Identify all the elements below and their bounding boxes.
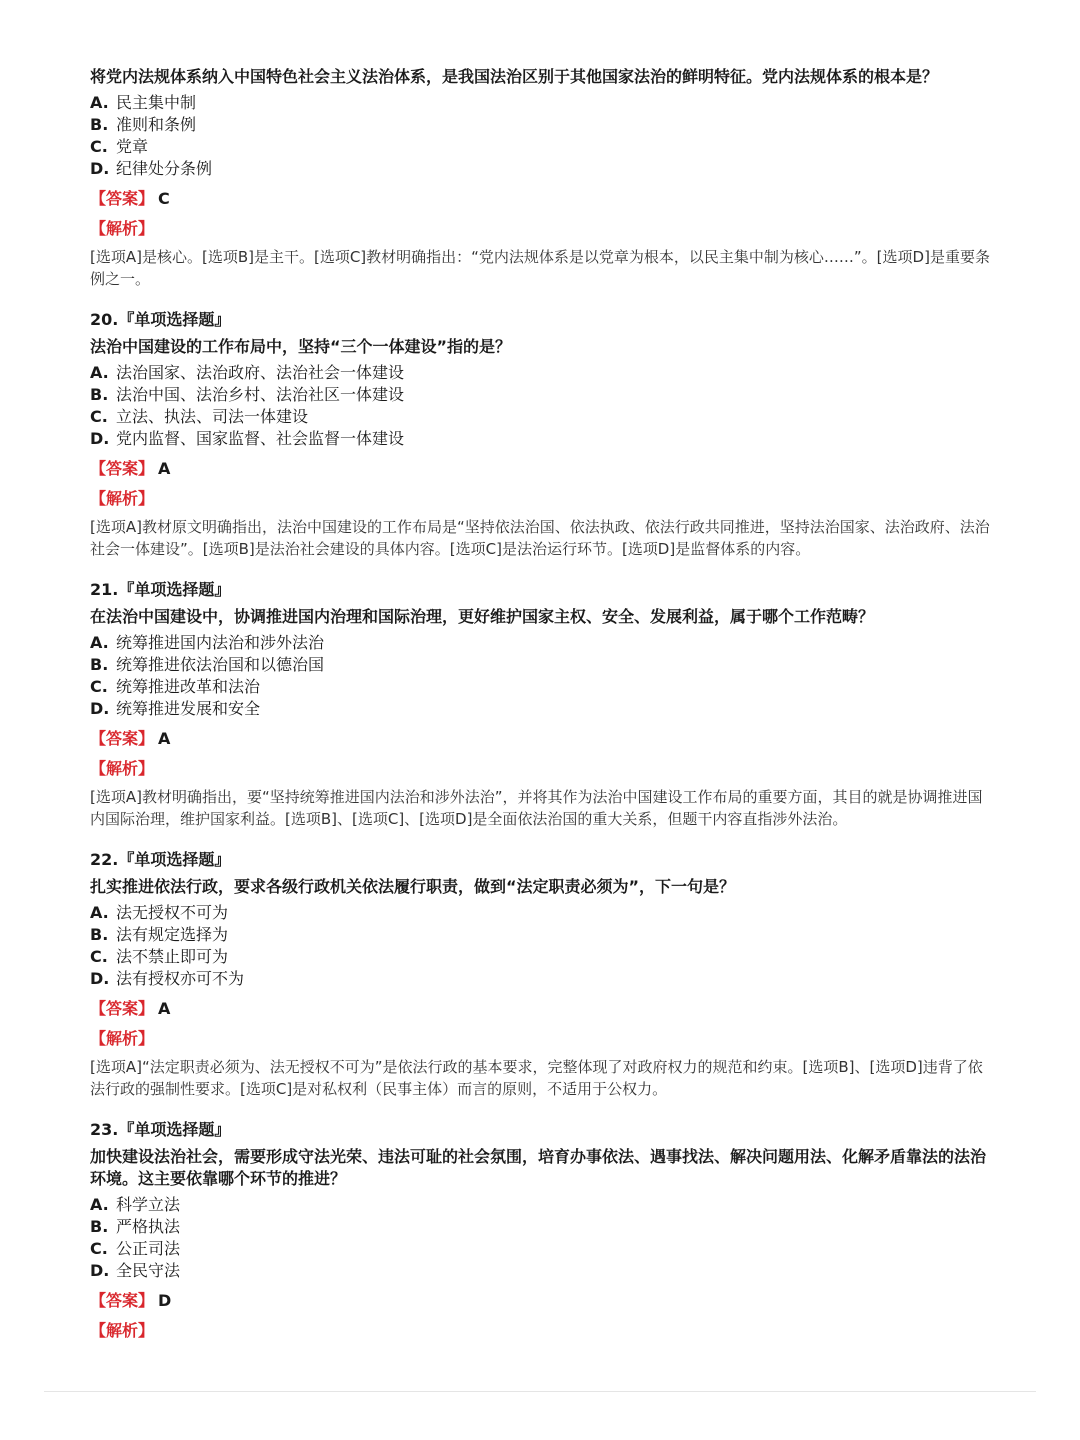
question-header: 20.『单项选择题』 bbox=[90, 310, 231, 329]
option-text: 法治国家、法治政府、法治社会一体建设 bbox=[116, 363, 405, 382]
option-list bbox=[90, 362, 990, 450]
answer-value: A bbox=[158, 459, 171, 478]
option-letter: C. bbox=[90, 677, 108, 696]
option-text: 法有授权亦可不为 bbox=[116, 969, 245, 988]
option-b bbox=[90, 924, 990, 946]
option-d bbox=[90, 428, 990, 450]
option-b bbox=[90, 1216, 990, 1238]
option-a bbox=[90, 902, 990, 924]
analysis-text: [选项A]教材明确指出，要“坚持统筹推进国内法治和涉外法治”，并将其作为法治中国建设工作布局的重要方面，其目的就是协调推进国内国际治理，维护国家利益。[选项B]、[选项C]、[选项D]是全面依法治国的重大关系，但题干内容直指涉外法治。 bbox=[90, 788, 983, 828]
option-d bbox=[90, 698, 990, 720]
question-19 bbox=[90, 66, 990, 290]
question-23 bbox=[90, 1120, 990, 1342]
answer-label: 【答案】 bbox=[90, 729, 155, 748]
page-bottom-divider bbox=[44, 1391, 1036, 1392]
option-letter: C. bbox=[90, 407, 108, 426]
option-text: 统筹推进发展和安全 bbox=[116, 699, 261, 718]
option-letter: B. bbox=[90, 925, 109, 944]
answer-row bbox=[90, 998, 990, 1020]
question-stem: 扎实推进依法行政，要求各级行政机关依法履行职责，做到“法定职责必须为”，下一句是？ bbox=[90, 877, 736, 896]
option-text: 法不禁止即可为 bbox=[116, 947, 229, 966]
option-letter: A. bbox=[90, 1195, 109, 1214]
answer-value: A bbox=[158, 999, 171, 1018]
option-letter: A. bbox=[90, 363, 109, 382]
option-letter: C. bbox=[90, 137, 108, 156]
option-text: 纪律处分条例 bbox=[116, 159, 213, 178]
option-list bbox=[90, 902, 990, 990]
option-text: 统筹推进改革和法治 bbox=[116, 677, 261, 696]
option-d bbox=[90, 968, 990, 990]
option-letter: D. bbox=[90, 969, 110, 988]
question-stem: 在法治中国建设中，协调推进国内治理和国际治理，更好维护国家主权、安全、发展利益，属于哪个工作范畴？ bbox=[90, 607, 875, 626]
option-c bbox=[90, 1238, 990, 1260]
option-d bbox=[90, 1260, 990, 1282]
answer-row bbox=[90, 458, 990, 480]
option-list bbox=[90, 92, 990, 180]
option-letter: D. bbox=[90, 429, 110, 448]
option-c bbox=[90, 676, 990, 698]
answer-row bbox=[90, 188, 990, 210]
question-21 bbox=[90, 580, 990, 830]
option-letter: D. bbox=[90, 159, 110, 178]
option-letter: B. bbox=[90, 115, 109, 134]
option-text: 全民守法 bbox=[116, 1261, 181, 1280]
option-letter: A. bbox=[90, 93, 109, 112]
option-text: 党章 bbox=[116, 137, 149, 156]
option-text: 法无授权不可为 bbox=[116, 903, 229, 922]
option-a bbox=[90, 1194, 990, 1216]
analysis-text: [选项A]教材原文明确指出，法治中国建设的工作布局是“坚持依法治国、依法执政、依法行政共同推进，坚持法治国家、法治政府、法治社会一体建设”。[选项B]是法治社会建设的具体内容。[选项C]是法治运行环节。[选项D]是监督体系的内容。 bbox=[90, 518, 990, 558]
answer-value: D bbox=[158, 1291, 172, 1310]
option-text: 党内监督、国家监督、社会监督一体建设 bbox=[116, 429, 405, 448]
option-text: 立法、执法、司法一体建设 bbox=[116, 407, 309, 426]
option-d bbox=[90, 158, 990, 180]
analysis-label: 【解析】 bbox=[90, 1029, 155, 1048]
option-letter: C. bbox=[90, 1239, 108, 1258]
option-text: 统筹推进国内法治和涉外法治 bbox=[116, 633, 325, 652]
option-text: 统筹推进依法治国和以德治国 bbox=[116, 655, 325, 674]
question-header: 21.『单项选择题』 bbox=[90, 580, 231, 599]
option-list bbox=[90, 1194, 990, 1282]
answer-label: 【答案】 bbox=[90, 1291, 155, 1310]
question-stem: 将党内法规体系纳入中国特色社会主义法治体系，是我国法治区别于其他国家法治的鲜明特征。党内法规体系的根本是？ bbox=[90, 67, 939, 86]
option-text: 民主集中制 bbox=[116, 93, 197, 112]
option-a bbox=[90, 362, 990, 384]
option-a bbox=[90, 92, 990, 114]
analysis-label: 【解析】 bbox=[90, 219, 155, 238]
answer-row bbox=[90, 728, 990, 750]
option-text: 科学立法 bbox=[116, 1195, 181, 1214]
question-header: 22.『单项选择题』 bbox=[90, 850, 231, 869]
option-c bbox=[90, 136, 990, 158]
option-letter: B. bbox=[90, 655, 109, 674]
option-text: 公正司法 bbox=[116, 1239, 181, 1258]
option-b bbox=[90, 384, 990, 406]
option-a bbox=[90, 632, 990, 654]
answer-label: 【答案】 bbox=[90, 999, 155, 1018]
option-letter: C. bbox=[90, 947, 108, 966]
option-c bbox=[90, 946, 990, 968]
question-stem: 加快建设法治社会，需要形成守法光荣、违法可耻的社会氛围，培育办事依法、遇事找法、解决问题用法、化解矛盾靠法的法治环境。这主要依靠哪个环节的推进？ bbox=[90, 1147, 987, 1188]
option-c bbox=[90, 406, 990, 428]
option-b bbox=[90, 114, 990, 136]
option-letter: B. bbox=[90, 385, 109, 404]
option-letter: A. bbox=[90, 903, 109, 922]
option-b bbox=[90, 654, 990, 676]
analysis-label: 【解析】 bbox=[90, 1321, 155, 1340]
analysis-label: 【解析】 bbox=[90, 489, 155, 508]
answer-row bbox=[90, 1290, 990, 1312]
answer-value: A bbox=[158, 729, 171, 748]
analysis-text: [选项A]是核心。[选项B]是主干。[选项C]教材明确指出：“党内法规体系是以党章为根本，以民主集中制为核心……”。[选项D]是重要条例之一。 bbox=[90, 248, 990, 288]
analysis-text: [选项A]“法定职责必须为、法无授权不可为”是依法行政的基本要求，完整体现了对政府权力的规范和约束。[选项B]、[选项D]违背了依法行政的强制性要求。[选项C]是对私权利（民事主体）而言的原则，不适用于公权力。 bbox=[90, 1058, 983, 1098]
document-page bbox=[90, 66, 990, 1342]
question-22 bbox=[90, 850, 990, 1100]
option-text: 严格执法 bbox=[116, 1217, 181, 1236]
question-20 bbox=[90, 310, 990, 560]
option-list bbox=[90, 632, 990, 720]
option-text: 法治中国、法治乡村、法治社区一体建设 bbox=[116, 385, 405, 404]
analysis-label: 【解析】 bbox=[90, 759, 155, 778]
option-letter: A. bbox=[90, 633, 109, 652]
answer-label: 【答案】 bbox=[90, 189, 155, 208]
question-stem: 法治中国建设的工作布局中，坚持“三个一体建设”指的是？ bbox=[90, 337, 512, 356]
question-header: 23.『单项选择题』 bbox=[90, 1120, 231, 1139]
answer-label: 【答案】 bbox=[90, 459, 155, 478]
option-text: 准则和条例 bbox=[116, 115, 197, 134]
option-letter: D. bbox=[90, 699, 110, 718]
option-letter: D. bbox=[90, 1261, 110, 1280]
option-text: 法有规定选择为 bbox=[116, 925, 229, 944]
answer-value: C bbox=[158, 189, 170, 208]
option-letter: B. bbox=[90, 1217, 109, 1236]
